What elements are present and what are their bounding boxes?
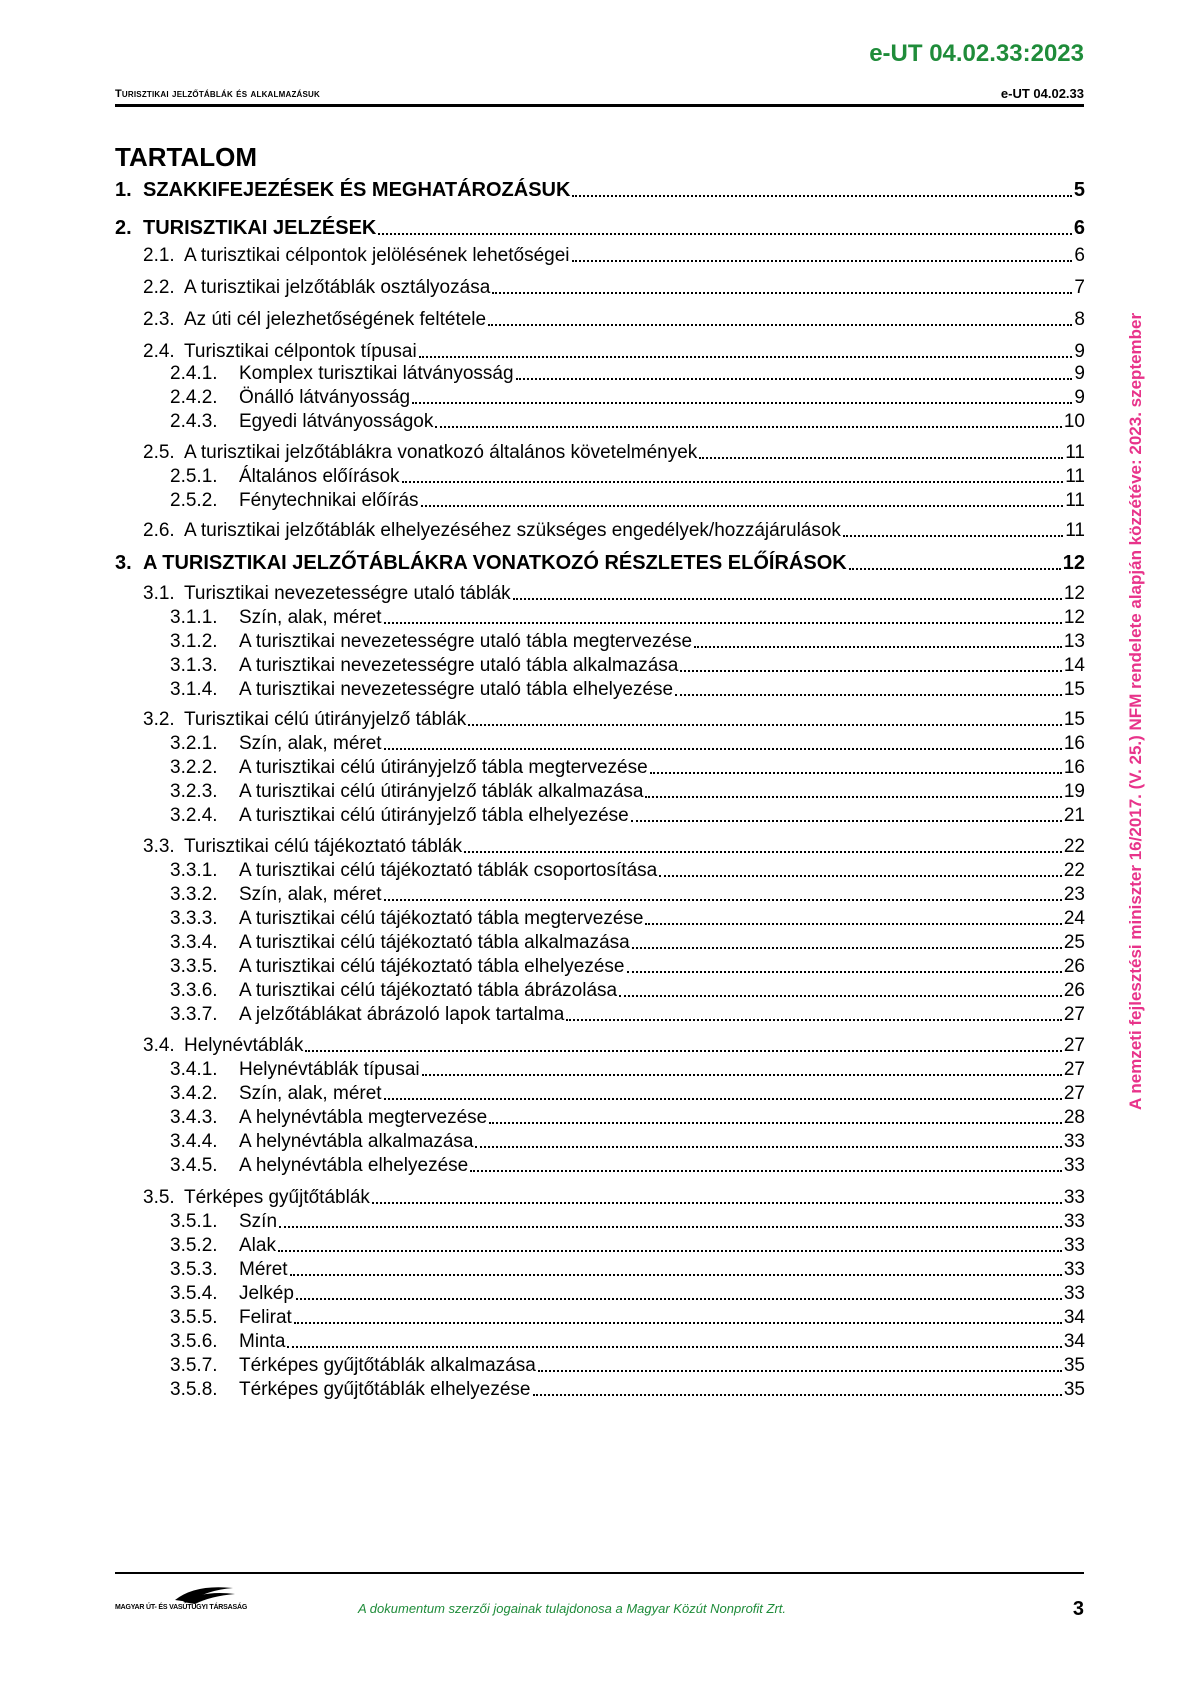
toc-entry-text: A turisztikai célú útirányjelző tábla elhelyezése (239, 805, 629, 826)
toc-entry-text: Turisztikai célú tájékoztató táblák (184, 836, 463, 857)
toc-entry-text: Szín (239, 1211, 278, 1232)
toc-entry[interactable] (170, 757, 1085, 779)
toc-entry-page: 22 (1063, 836, 1085, 857)
toc-entry-number: 2.6. (143, 520, 175, 541)
toc-entry-label (143, 1187, 370, 1209)
toc-entry-page: 33 (1063, 1283, 1085, 1304)
toc-entry-page: 27 (1063, 1059, 1085, 1080)
toc-entry-page: 23 (1063, 884, 1085, 905)
toc-entry-text: A turisztikai jelzőtáblák elhelyezéséhez szükséges engedélyek/hozzájárulások (184, 520, 841, 541)
toc-entry-number: 2.5.1. (170, 466, 218, 487)
toc-entry[interactable] (115, 552, 1085, 575)
toc-leader-dots (294, 1322, 1062, 1324)
toc-entry[interactable] (170, 363, 1085, 385)
toc-entry-page: 26 (1063, 980, 1085, 1001)
toc-entry[interactable] (143, 442, 1085, 464)
toc-entry-text: A turisztikai nevezetességre utaló tábla alkalmazása (239, 655, 679, 676)
toc-entry-label (170, 387, 410, 409)
toc-entry[interactable] (170, 932, 1085, 954)
toc-entry[interactable] (170, 1211, 1085, 1233)
toc-leader-dots (533, 1394, 1062, 1396)
toc-entry-number: 3.4.3. (170, 1107, 218, 1128)
toc-title: TARTALOM (115, 142, 257, 172)
toc-entry-number: 3.5.7. (170, 1355, 218, 1376)
toc-entry-number: 3.3.5. (170, 956, 218, 977)
toc-entry-page: 27 (1063, 1083, 1085, 1104)
toc-entry-page: 28 (1063, 1107, 1085, 1128)
toc-entry-page: 7 (1074, 277, 1085, 298)
toc-leader-dots (849, 568, 1061, 570)
copyright-note: A dokumentum szerzői jogainak tulajdonosa a Magyar Közút Nonprofit Zrt. (358, 1601, 787, 1616)
toc-entry[interactable] (170, 1283, 1085, 1305)
toc-entry[interactable] (170, 1307, 1085, 1329)
toc-leader-dots (296, 1298, 1062, 1300)
toc-entry-label (143, 836, 462, 858)
toc-leader-dots (378, 233, 1072, 235)
toc-leader-dots (632, 947, 1062, 949)
toc-entry[interactable] (170, 387, 1085, 409)
toc-entry-text: A turisztikai célpontok jelölésének lehetőségei (184, 245, 570, 266)
toc-entry-number: 3.2.1. (170, 733, 218, 754)
toc-entry-text: Komplex turisztikai látványosság (239, 363, 514, 384)
toc-entry-text: Általános előírások (239, 466, 400, 487)
toc-entry-page: 11 (1065, 442, 1085, 463)
toc-entry[interactable] (143, 309, 1085, 331)
toc-entry-label (170, 1004, 564, 1026)
toc-entry-page: 21 (1063, 805, 1085, 826)
header-title: Turisztikai jelzőtáblák és alkalmazásuk (115, 88, 321, 100)
toc-entry-number: 3.1. (143, 583, 175, 604)
toc-entry-number: 3. (115, 552, 132, 574)
toc-entry-page: 26 (1063, 956, 1085, 977)
toc-entry-page: 15 (1063, 709, 1085, 730)
toc-entry[interactable] (170, 466, 1085, 488)
toc-entry[interactable] (170, 631, 1085, 653)
toc-entry-label (143, 520, 841, 542)
toc-leader-dots (680, 670, 1062, 672)
toc-entry-label (143, 1035, 303, 1057)
toc-entry-label (143, 309, 486, 331)
toc-leader-dots (384, 899, 1062, 901)
toc-entry-page: 25 (1063, 932, 1085, 953)
toc-entry-label (143, 442, 697, 464)
toc-entry-page: 35 (1063, 1355, 1085, 1376)
toc-leader-dots (699, 457, 1063, 459)
toc-entry-number: 2.5.2. (170, 490, 218, 511)
toc-entry-label (170, 1259, 288, 1281)
toc-entry-number: 3.1.4. (170, 679, 218, 700)
toc-entry[interactable] (143, 520, 1085, 542)
toc-entry-label (170, 757, 648, 779)
page-number: 3 (1072, 1598, 1084, 1620)
toc-entry-page: 16 (1063, 733, 1085, 754)
toc-entry-text: A helynévtábla megtervezése (239, 1107, 488, 1128)
toc-entry-page: 16 (1063, 757, 1085, 778)
toc-entry-text: Turisztikai célú útirányjelző táblák (184, 709, 467, 730)
toc-entry-label (115, 179, 570, 202)
toc-entry-label (170, 980, 617, 1002)
toc-entry-number: 3.3.3. (170, 908, 218, 929)
toc-entry-label (170, 805, 629, 827)
toc-entry[interactable] (170, 1131, 1085, 1153)
toc-entry-label (170, 466, 400, 488)
toc-entry[interactable] (143, 277, 1085, 299)
toc-entry-label (170, 1307, 292, 1329)
toc-entry-page: 22 (1063, 860, 1085, 881)
toc-leader-dots (384, 748, 1062, 750)
toc-entry[interactable] (170, 1155, 1085, 1177)
toc-entry-number: 3.1.2. (170, 631, 218, 652)
toc-entry-number: 3.2. (143, 709, 175, 730)
toc-leader-dots (659, 875, 1062, 877)
logo-text: MAGYAR ÚT- ÉS VASÚTÜGYI TÁRSASÁG (115, 1604, 248, 1611)
toc-entry-label (170, 1331, 285, 1353)
toc-entry-label (143, 341, 417, 363)
toc-leader-dots (631, 820, 1062, 822)
toc-entry-page: 10 (1063, 411, 1085, 432)
toc-leader-dots (572, 260, 1073, 262)
toc-entry-label (170, 908, 643, 930)
toc-leader-dots (694, 646, 1062, 648)
toc-entry[interactable] (170, 679, 1085, 701)
toc-entry-text: Térképes gyűjtőtáblák elhelyezése (239, 1379, 531, 1400)
toc-leader-dots (412, 402, 1072, 404)
toc-leader-dots (513, 598, 1062, 600)
toc-entry[interactable] (143, 341, 1085, 363)
document-code: e-UT 04.02.33:2023 (869, 40, 1084, 67)
toc-entry-text: Szín, alak, méret (239, 733, 382, 754)
toc-entry-label (170, 1211, 277, 1233)
toc-entry[interactable] (170, 1083, 1085, 1105)
toc-entry[interactable] (170, 733, 1085, 755)
toc-entry[interactable] (170, 980, 1085, 1002)
toc-entry-page: 33 (1063, 1235, 1085, 1256)
toc-entry-number: 3.3.4. (170, 932, 218, 953)
toc-leader-dots (566, 1019, 1062, 1021)
toc-entry[interactable] (170, 1379, 1085, 1401)
toc-entry-text: A turisztikai nevezetességre utaló tábla megtervezése (239, 631, 693, 652)
toc-entry-page: 14 (1063, 655, 1085, 676)
toc-entry-label (170, 1355, 536, 1377)
toc-entry-text: Térképes gyűjtőtáblák (184, 1187, 370, 1208)
toc-entry-label (115, 217, 376, 240)
toc-leader-dots (468, 724, 1062, 726)
toc-leader-dots (492, 292, 1072, 294)
toc-entry[interactable] (170, 956, 1085, 978)
toc-leader-dots (372, 1202, 1062, 1204)
toc-entry[interactable] (170, 805, 1085, 827)
toc-entry-page: 8 (1074, 309, 1085, 330)
toc-entry-label (115, 552, 847, 575)
toc-entry-number: 2.3. (143, 309, 175, 330)
toc-entry-page: 15 (1063, 679, 1085, 700)
toc-entry-text: Turisztikai nevezetességre utaló táblák (184, 583, 511, 604)
toc-entry-text: A turisztikai célú tájékoztató tábla elhelyezése (239, 956, 625, 977)
toc-entry-text: Szín, alak, méret (239, 607, 382, 628)
toc-entry-text: TURISZTIKAI JELZÉSEK (143, 217, 377, 239)
toc-entry-number: 3.5.2. (170, 1235, 218, 1256)
toc-entry-number: 3.4.1. (170, 1059, 218, 1080)
toc-entry-number: 2.4. (143, 341, 175, 362)
toc-entry[interactable] (143, 1187, 1085, 1209)
toc-entry-page: 33 (1063, 1155, 1085, 1176)
toc-entry-number: 3.2.2. (170, 757, 218, 778)
toc-entry-text: Helynévtáblák típusai (239, 1059, 420, 1080)
toc-entry-label (143, 277, 490, 299)
toc-entry[interactable] (170, 490, 1085, 512)
toc-entry-text: Alak (239, 1235, 276, 1256)
toc-entry[interactable] (170, 1259, 1085, 1281)
toc-entry-text: A turisztikai célú útirányjelző táblák alkalmazása (239, 781, 644, 802)
toc-entry-page: 11 (1065, 490, 1085, 511)
toc-entry-number: 3.5.5. (170, 1307, 218, 1328)
toc-entry-number: 3.3.1. (170, 860, 218, 881)
toc-entry[interactable] (143, 709, 1085, 731)
toc-leader-dots (278, 1250, 1062, 1252)
toc-entry-page: 12 (1062, 552, 1085, 574)
toc-entry[interactable] (170, 411, 1085, 433)
toc-entry-number: 3.3.7. (170, 1004, 218, 1025)
toc-entry-page: 33 (1063, 1211, 1085, 1232)
toc-leader-dots (464, 851, 1062, 853)
toc-entry-label (170, 490, 419, 512)
toc-entry-text: Méret (239, 1259, 288, 1280)
toc-entry-label (170, 1379, 531, 1401)
toc-entry[interactable] (143, 245, 1085, 267)
toc-entry[interactable] (143, 583, 1085, 605)
toc-entry-page: 34 (1063, 1307, 1085, 1328)
toc-entry-number: 2.4.2. (170, 387, 218, 408)
toc-entry-text: Felirat (239, 1307, 292, 1328)
toc-entry-label (170, 884, 382, 906)
toc-entry-text: Egyedi látványosságok (239, 411, 434, 432)
toc-entry-number: 3.5.3. (170, 1259, 218, 1280)
toc-entry-label (143, 709, 466, 731)
society-logo-icon (115, 1582, 265, 1618)
toc-leader-dots (287, 1346, 1061, 1348)
toc-entry-number: 3.3.2. (170, 884, 218, 905)
toc-entry-label (170, 932, 630, 954)
toc-entry-number: 3.1.1. (170, 607, 218, 628)
toc-entry-number: 3.3.6. (170, 980, 218, 1001)
toc-leader-dots (470, 1170, 1062, 1172)
toc-entry-number: 3.1.3. (170, 655, 218, 676)
toc-entry-page: 9 (1074, 341, 1085, 362)
toc-entry-label (170, 956, 625, 978)
toc-entry-page: 34 (1063, 1331, 1085, 1352)
toc-leader-dots (290, 1274, 1062, 1276)
toc-entry[interactable] (170, 607, 1085, 629)
toc-entry-number: 3.2.3. (170, 781, 218, 802)
toc-entry-page: 27 (1063, 1004, 1085, 1025)
toc-leader-dots (435, 426, 1062, 428)
toc-entry-number: 2. (115, 217, 132, 239)
toc-entry-page: 12 (1063, 583, 1085, 604)
toc-leader-dots (675, 694, 1062, 696)
toc-leader-dots (384, 622, 1062, 624)
toc-entry[interactable] (143, 1035, 1085, 1057)
toc-leader-dots (619, 995, 1062, 997)
toc-entry-text: A turisztikai célú tájékoztató tábla ábrázolása (239, 980, 618, 1001)
toc-entry-text: A jelzőtáblákat ábrázoló lapok tartalma (239, 1004, 565, 1025)
toc-entry-text: A turisztikai célú tájékoztató tábla alkalmazása (239, 932, 630, 953)
toc-entry-text: A turisztikai jelzőtáblákra vonatkozó általános követelmények (184, 442, 698, 463)
toc-entry-label (143, 245, 570, 267)
toc-leader-dots (384, 1098, 1062, 1100)
running-header (115, 86, 1084, 107)
toc-entry-number: 3.5.1. (170, 1211, 218, 1232)
toc-entry-label (170, 1235, 276, 1257)
toc-entry-number: 3.4. (143, 1035, 175, 1056)
toc-entry[interactable] (170, 1107, 1085, 1129)
toc-entry-text: A helynévtábla elhelyezése (239, 1155, 469, 1176)
toc-entry[interactable] (170, 908, 1085, 930)
toc-entry-label (170, 363, 514, 385)
toc-leader-dots (402, 481, 1064, 483)
toc-entry-number: 2.2. (143, 277, 175, 298)
toc-entry-text: A TURISZTIKAI JELZŐTÁBLÁKRA VONATKOZÓ RÉSZLETES ELŐÍRÁSOK (143, 552, 847, 574)
toc-entry-page: 19 (1063, 781, 1085, 802)
toc-entry-label (170, 860, 657, 882)
toc-leader-dots (516, 378, 1073, 380)
toc-entry[interactable] (170, 1004, 1085, 1026)
toc-entry-label (143, 583, 511, 605)
toc-entry-text: Szín, alak, méret (239, 884, 382, 905)
toc-entry-number: 3.2.4. (170, 805, 218, 826)
toc-entry-label (170, 1283, 294, 1305)
toc-entry-text: Szín, alak, méret (239, 1083, 382, 1104)
toc-entry-label (170, 655, 678, 677)
footer-rule (115, 1572, 1084, 1574)
toc-entry-number: 2.1. (143, 245, 175, 266)
toc-entry[interactable] (115, 217, 1085, 240)
toc-entry-text: A turisztikai nevezetességre utaló tábla elhelyezése (239, 679, 674, 700)
toc-entry-number: 3.4.4. (170, 1131, 218, 1152)
toc-entry[interactable] (170, 1235, 1085, 1257)
toc-entry-number: 3.3. (143, 836, 175, 857)
toc-entry-label (170, 1107, 487, 1129)
toc-leader-dots (422, 1074, 1062, 1076)
toc-entry-text: Térképes gyűjtőtáblák alkalmazása (239, 1355, 536, 1376)
toc-entry-text: A turisztikai célú útirányjelző tábla megtervezése (239, 757, 648, 778)
toc-entry-page: 11 (1065, 466, 1085, 487)
toc-leader-dots (475, 1146, 1061, 1148)
toc-leader-dots (645, 923, 1061, 925)
toc-entry-text: Turisztikai célpontok típusai (184, 341, 417, 362)
toc-entry-label (170, 1131, 473, 1153)
toc-entry-number: 2.5. (143, 442, 175, 463)
toc-entry-label (170, 781, 643, 803)
toc-entry-text: A turisztikai célú tájékoztató tábla megtervezése (239, 908, 644, 929)
toc-entry-label (170, 733, 382, 755)
toc-entry-number: 3.5.6. (170, 1331, 218, 1352)
toc-entry[interactable] (170, 1355, 1085, 1377)
toc-leader-dots (538, 1370, 1062, 1372)
toc-entry[interactable] (170, 884, 1085, 906)
toc-leader-dots (488, 324, 1072, 326)
toc-entry-number: 3.4.5. (170, 1155, 218, 1176)
toc-entry[interactable] (170, 781, 1085, 803)
toc-entry-page: 11 (1065, 520, 1085, 541)
toc-entry-page: 6 (1073, 217, 1085, 239)
toc-entry-page: 13 (1063, 631, 1085, 652)
toc-leader-dots (645, 796, 1061, 798)
publication-note: A nemzeti fejlesztési miniszter 16/2017. (V. 25.) NFM rendelete alapján közzétéve: 2023. szeptember (1126, 312, 1145, 1110)
toc-leader-dots (489, 1122, 1062, 1124)
toc-entry-text: A turisztikai jelzőtáblák osztályozása (184, 277, 491, 298)
toc-entry-page: 27 (1063, 1035, 1085, 1056)
toc-entry-label (170, 1155, 468, 1177)
toc-entry[interactable] (143, 836, 1085, 858)
toc-entry-label (170, 1059, 420, 1081)
toc-leader-dots (627, 971, 1062, 973)
toc-entry-text: Az úti cél jelezhetőségének feltétele (184, 309, 487, 330)
toc-entry-page: 33 (1063, 1131, 1085, 1152)
toc-entry-number: 1. (115, 179, 132, 201)
toc-entry-page: 33 (1063, 1259, 1085, 1280)
toc-leader-dots (572, 195, 1071, 197)
toc-entry-text: Jelkép (239, 1283, 294, 1304)
toc-entry-label (170, 631, 692, 653)
header-code: e-UT 04.02.33 (1000, 86, 1084, 101)
toc-entry-text: Minta (239, 1331, 286, 1352)
toc-entry-text: SZAKKIFEJEZÉSEK ÉS MEGHATÁROZÁSUK (143, 179, 571, 201)
toc-entry-text: Fénytechnikai előírás (239, 490, 419, 511)
toc-entry-text: Helynévtáblák (184, 1035, 304, 1056)
toc-entry-page: 9 (1074, 387, 1085, 408)
toc-entry-label (170, 607, 382, 629)
toc-entry[interactable] (170, 1059, 1085, 1081)
toc-entry-page: 12 (1063, 607, 1085, 628)
toc-entry-number: 3.5.4. (170, 1283, 218, 1304)
toc-entry[interactable] (170, 1331, 1085, 1353)
toc-entry-text: A turisztikai célú tájékoztató táblák csoportosítása (239, 860, 658, 881)
toc-entry-text: Önálló látványosság (239, 387, 411, 408)
toc-leader-dots (650, 772, 1062, 774)
toc-entry-number: 3.4.2. (170, 1083, 218, 1104)
toc-entry[interactable] (115, 179, 1085, 202)
toc-entry-label (170, 679, 673, 701)
toc-leader-dots (305, 1050, 1062, 1052)
toc-entry-page: 6 (1074, 245, 1085, 266)
toc-leader-dots (419, 356, 1073, 358)
toc-entry-number: 2.4.3. (170, 411, 218, 432)
toc-entry-number: 3.5. (143, 1187, 175, 1208)
toc-entry-label (170, 411, 433, 433)
toc-entry-page: 5 (1073, 179, 1085, 201)
toc-entry-label (170, 1083, 382, 1105)
toc-leader-dots (843, 535, 1063, 537)
toc-leader-dots (279, 1226, 1062, 1228)
toc-entry-page: 35 (1063, 1379, 1085, 1400)
toc-entry-text: A helynévtábla alkalmazása (239, 1131, 474, 1152)
toc-leader-dots (421, 505, 1064, 507)
toc-entry-page: 33 (1063, 1187, 1085, 1208)
toc-entry-number: 3.5.8. (170, 1379, 218, 1400)
toc-entry-page: 9 (1074, 363, 1085, 384)
toc-entry[interactable] (170, 860, 1085, 882)
toc-entry-page: 24 (1063, 908, 1085, 929)
toc-entry[interactable] (170, 655, 1085, 677)
toc-entry-number: 2.4.1. (170, 363, 218, 384)
